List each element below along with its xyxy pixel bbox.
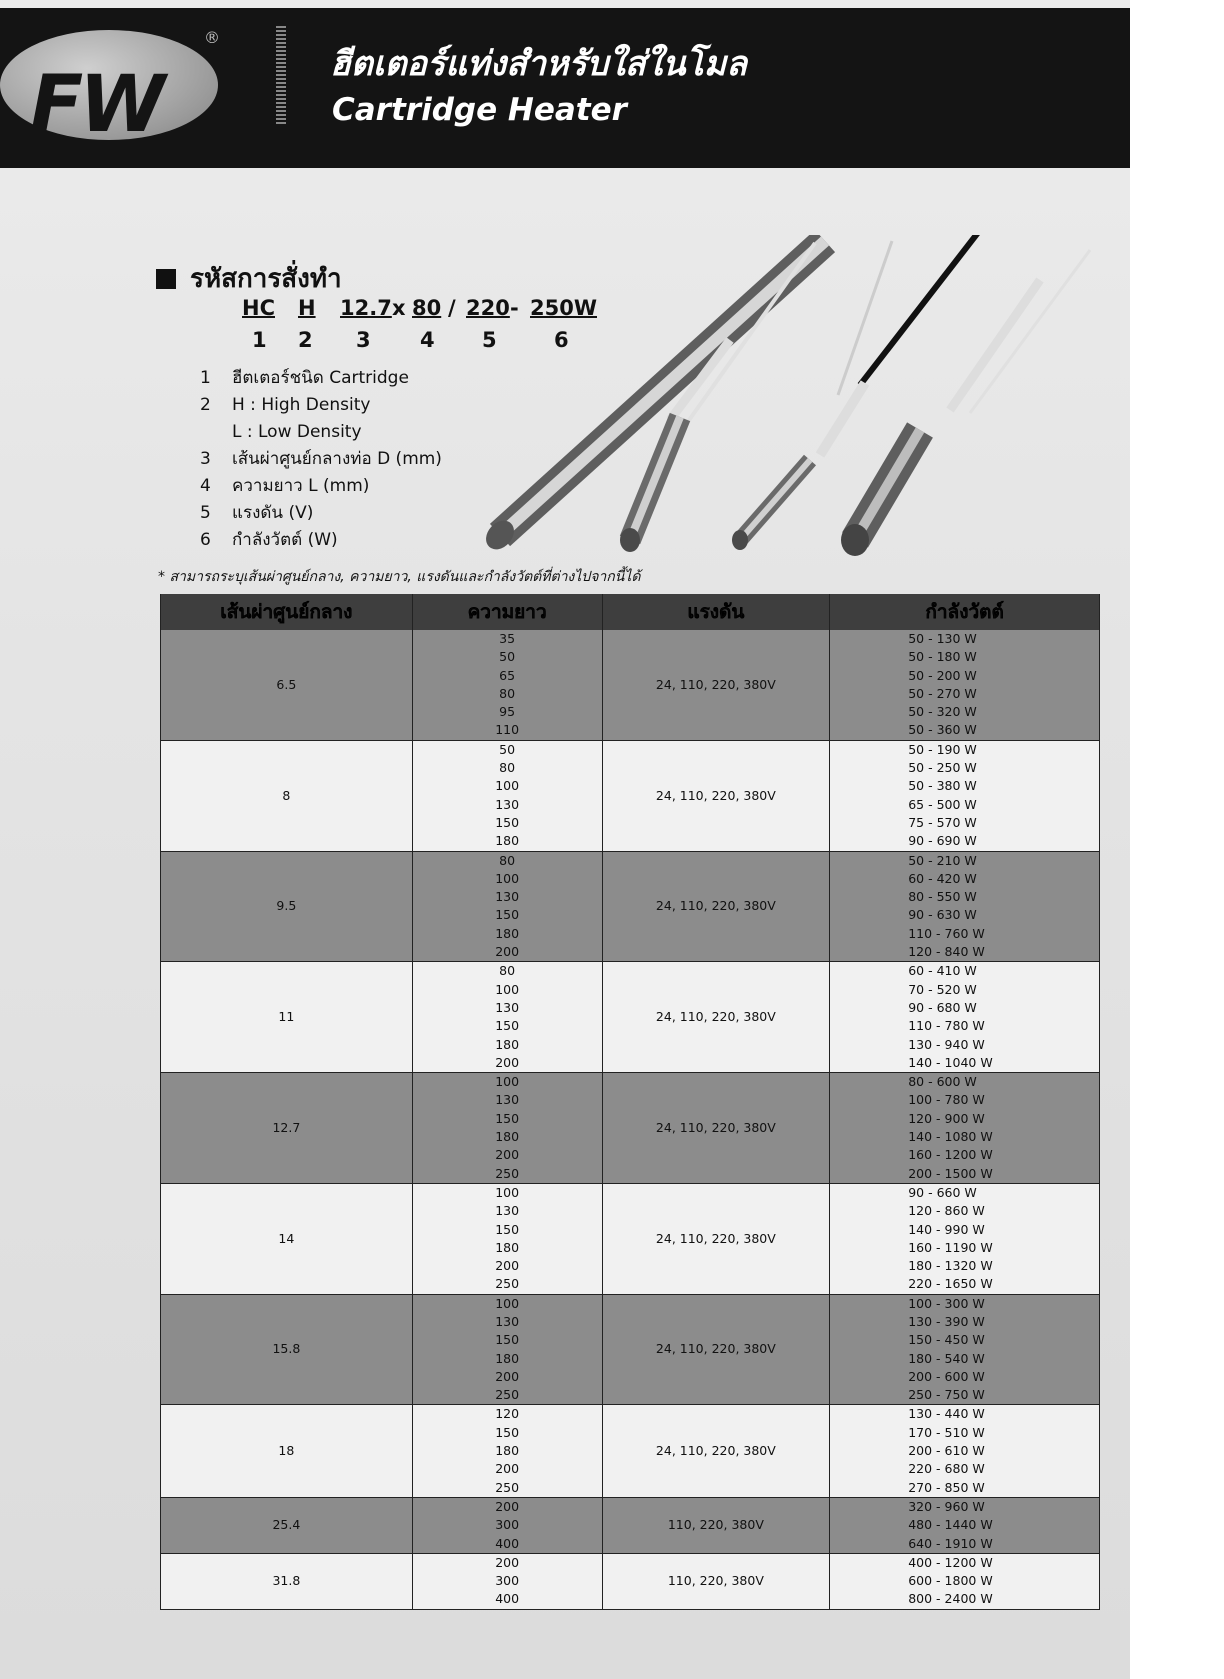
length-value: 400 [495, 1591, 520, 1607]
length-value: 80 [499, 852, 516, 868]
header-length: ความยาว [412, 594, 602, 630]
length-value: 100 [495, 778, 520, 794]
length-value: 150 [495, 814, 520, 830]
voltage-cell: 24, 110, 220, 380V [602, 1073, 830, 1184]
diameter-cell: 25.4 [161, 1497, 413, 1553]
length-value: 180 [495, 925, 520, 941]
wattage-cell [830, 1405, 1100, 1497]
diameter-cell: 6.5 [161, 630, 413, 740]
wattage-value: 50 - 210 W [908, 852, 977, 868]
length-value: 100 [495, 1074, 520, 1090]
code-part: HC [242, 296, 275, 320]
length-value: 130 [495, 1092, 520, 1108]
length-value: 250 [495, 1479, 520, 1495]
length-value: 120 [495, 1406, 520, 1422]
diameter-cell: 8 [161, 740, 413, 851]
wattage-value: 70 - 520 W [908, 981, 977, 997]
voltage-cell: 24, 110, 220, 380V [602, 740, 830, 851]
code-part: / [448, 296, 456, 320]
fw-logo: FW [0, 30, 218, 140]
diameter-cell: 14 [161, 1183, 413, 1294]
wattage-value: 120 - 860 W [908, 1203, 985, 1219]
code-part: 220 [466, 296, 510, 320]
wattage-value: 80 - 550 W [908, 889, 977, 905]
wattage-value: 220 - 680 W [908, 1461, 985, 1477]
length-value: 180 [495, 1129, 520, 1145]
legend-row: 4 ความยาว L (mm) [200, 476, 370, 496]
length-cell [412, 1183, 602, 1294]
legend-row: L : Low Density [232, 422, 362, 442]
voltage-cell: 24, 110, 220, 380V [602, 1183, 830, 1294]
wattage-value: 130 - 440 W [908, 1406, 985, 1422]
wattage-value: 50 - 360 W [908, 722, 977, 738]
footnote: * สามารถระบุเส้นผ่าศูนย์กลาง, ความยาว, แรงดันและกำลังวัตต์ที่ต่างไปจากนี้ได้ [158, 569, 641, 585]
code-number: 3 [356, 328, 371, 352]
length-value: 80 [499, 685, 516, 701]
code-number: 2 [298, 328, 313, 352]
length-value: 200 [495, 1498, 520, 1514]
table-row [161, 630, 1100, 740]
wattage-value: 250 - 750 W [908, 1387, 985, 1403]
length-value: 250 [495, 1276, 520, 1292]
registered-mark: ® [204, 28, 220, 47]
wattage-value: 170 - 510 W [908, 1424, 985, 1440]
length-value: 150 [495, 1332, 520, 1348]
wattage-cell [830, 1183, 1100, 1294]
wattage-value: 50 - 320 W [908, 704, 977, 720]
wattage-value: 180 - 1320 W [908, 1258, 993, 1274]
length-value: 250 [495, 1165, 520, 1181]
length-value: 300 [495, 1517, 520, 1533]
voltage-cell: 24, 110, 220, 380V [602, 1294, 830, 1405]
wattage-value: 160 - 1190 W [908, 1239, 993, 1255]
voltage-cell: 24, 110, 220, 380V [602, 1405, 830, 1497]
code-part: 80 [412, 296, 442, 320]
length-value: 150 [495, 1110, 520, 1126]
wattage-cell [830, 1553, 1100, 1609]
voltage-cell: 24, 110, 220, 380V [602, 962, 830, 1073]
voltage-cell: 110, 220, 380V [602, 1497, 830, 1553]
specification-table [160, 594, 1100, 1610]
wattage-value: 130 - 940 W [908, 1036, 985, 1052]
length-value: 200 [495, 1461, 520, 1477]
header-diameter: เส้นผ่าศูนย์กลาง [161, 594, 413, 630]
code-number: 5 [482, 328, 497, 352]
header-voltage: แรงดัน [602, 594, 830, 630]
code-part: x [392, 296, 406, 320]
length-value: 50 [499, 649, 516, 665]
length-cell [412, 1294, 602, 1405]
length-cell [412, 740, 602, 851]
wattage-value: 50 - 130 W [908, 631, 977, 646]
table-row [161, 740, 1100, 851]
wattage-value: 65 - 500 W [908, 796, 977, 812]
wattage-cell [830, 962, 1100, 1073]
wattage-value: 270 - 850 W [908, 1479, 985, 1495]
title-english: Cartridge Heater [332, 92, 627, 128]
length-value: 150 [495, 1424, 520, 1440]
length-value: 95 [499, 704, 516, 720]
length-value: 150 [495, 907, 520, 923]
wattage-value: 120 - 900 W [908, 1110, 985, 1126]
code-number: 4 [420, 328, 435, 352]
wattage-value: 100 - 780 W [908, 1092, 985, 1108]
length-value: 180 [495, 1350, 520, 1366]
diameter-cell: 11 [161, 962, 413, 1073]
wattage-value: 110 - 760 W [908, 925, 985, 941]
length-value: 200 [495, 944, 520, 960]
length-value: 180 [495, 1036, 520, 1052]
length-value: 400 [495, 1535, 520, 1551]
length-value: 50 [499, 741, 516, 757]
table-row [161, 851, 1100, 962]
legend-row: 1 ฮีตเตอร์ชนิด Cartridge [200, 368, 409, 388]
wattage-value: 90 - 630 W [908, 907, 977, 923]
wattage-cell [830, 1497, 1100, 1553]
wattage-value: 60 - 410 W [908, 963, 977, 979]
wattage-value: 60 - 420 W [908, 870, 977, 886]
cartridge-heater-illustration [480, 235, 1100, 565]
diameter-cell: 31.8 [161, 1553, 413, 1609]
voltage-cell: 24, 110, 220, 380V [602, 851, 830, 962]
wattage-value: 320 - 960 W [908, 1498, 985, 1514]
length-value: 150 [495, 1221, 520, 1237]
wattage-value: 110 - 780 W [908, 1018, 985, 1034]
wattage-value: 50 - 380 W [908, 778, 977, 794]
wattage-value: 50 - 270 W [908, 685, 977, 701]
wattage-value: 200 - 1500 W [908, 1165, 993, 1181]
wattage-value: 90 - 690 W [908, 833, 977, 849]
code-legend [200, 365, 442, 554]
code-number: 6 [554, 328, 569, 352]
table-body [161, 630, 1100, 1609]
voltage-cell: 110, 220, 380V [602, 1553, 830, 1609]
code-part: 12.7 [340, 296, 392, 320]
length-value: 250 [495, 1387, 520, 1403]
length-value: 200 [495, 1368, 520, 1384]
title-thai: ฮีตเตอร์แท่งสำหรับใส่ในโมล [330, 44, 747, 84]
length-cell [412, 962, 602, 1073]
length-cell [412, 1405, 602, 1497]
code-part: - [510, 296, 519, 320]
wattage-value: 90 - 660 W [908, 1184, 977, 1200]
wattage-value: 130 - 390 W [908, 1313, 985, 1329]
wattage-value: 200 - 610 W [908, 1443, 985, 1459]
wattage-cell [830, 630, 1100, 740]
table-row [161, 1405, 1100, 1497]
wattage-value: 120 - 840 W [908, 944, 985, 960]
table-row [161, 1553, 1100, 1609]
wattage-value: 160 - 1200 W [908, 1147, 993, 1163]
wattage-value: 150 - 450 W [908, 1332, 985, 1348]
table-row [161, 1294, 1100, 1405]
wattage-value: 600 - 1800 W [908, 1573, 993, 1589]
rod-short [841, 250, 1090, 556]
wattage-value: 140 - 1040 W [908, 1054, 993, 1070]
wattage-value: 640 - 1910 W [908, 1535, 993, 1551]
wattage-value: 220 - 1650 W [908, 1276, 993, 1292]
wattage-value: 90 - 680 W [908, 999, 977, 1015]
table-row [161, 1073, 1100, 1184]
length-value: 300 [495, 1573, 520, 1589]
wattage-cell [830, 1294, 1100, 1405]
wattage-value: 400 - 1200 W [908, 1554, 993, 1570]
wattage-value: 50 - 200 W [908, 667, 977, 683]
wattage-value: 200 - 600 W [908, 1368, 985, 1384]
header-banner [0, 8, 1130, 168]
length-value: 130 [495, 1313, 520, 1329]
table-row [161, 1183, 1100, 1294]
wattage-value: 800 - 2400 W [908, 1591, 993, 1607]
length-value: 130 [495, 889, 520, 905]
header-wattage: กำลังวัตต์ [830, 594, 1100, 630]
wattage-value: 75 - 570 W [908, 814, 977, 830]
length-value: 200 [495, 1147, 520, 1163]
wattage-cell [830, 851, 1100, 962]
legend-row: 2 H : High Density [200, 395, 371, 415]
wattage-value: 50 - 180 W [908, 649, 977, 665]
code-number: 1 [252, 328, 267, 352]
table-header-row [161, 594, 1100, 630]
length-cell [412, 1073, 602, 1184]
legend-row: 5 แรงดัน (V) [200, 503, 314, 523]
length-value: 150 [495, 1018, 520, 1034]
table-row [161, 1497, 1100, 1553]
length-value: 100 [495, 981, 520, 997]
length-cell [412, 1553, 602, 1609]
length-value: 65 [499, 667, 516, 683]
length-value: 35 [499, 631, 516, 646]
length-value: 110 [495, 722, 520, 738]
diameter-cell: 12.7 [161, 1073, 413, 1184]
table-row [161, 962, 1100, 1073]
length-value: 180 [495, 833, 520, 849]
length-value: 100 [495, 1184, 520, 1200]
length-value: 180 [495, 1239, 520, 1255]
wattage-value: 50 - 190 W [908, 741, 977, 757]
divider-bars [276, 26, 286, 126]
legend-row: 3 เส้นผ่าศูนย์กลางท่อ D (mm) [200, 449, 442, 469]
length-value: 180 [495, 1443, 520, 1459]
length-cell [412, 851, 602, 962]
code-part: 250W [530, 296, 597, 320]
diameter-cell: 9.5 [161, 851, 413, 962]
length-value: 80 [499, 963, 516, 979]
wattage-value: 100 - 300 W [908, 1295, 985, 1311]
length-value: 130 [495, 999, 520, 1015]
length-value: 200 [495, 1054, 520, 1070]
length-cell [412, 630, 602, 740]
wattage-value: 80 - 600 W [908, 1074, 977, 1090]
wattage-value: 180 - 540 W [908, 1350, 985, 1366]
wattage-value: 480 - 1440 W [908, 1517, 993, 1533]
code-part: H [298, 296, 316, 320]
wattage-cell [830, 740, 1100, 851]
wattage-cell [830, 1073, 1100, 1184]
length-value: 200 [495, 1258, 520, 1274]
length-value: 100 [495, 870, 520, 886]
bullet-square-icon [156, 269, 176, 289]
wattage-value: 140 - 1080 W [908, 1129, 993, 1145]
length-cell [412, 1497, 602, 1553]
legend-row: 6 กำลังวัตต์ (W) [200, 530, 338, 550]
diameter-cell: 15.8 [161, 1294, 413, 1405]
wattage-value: 140 - 990 W [908, 1221, 985, 1237]
voltage-cell: 24, 110, 220, 380V [602, 630, 830, 740]
diameter-cell: 18 [161, 1405, 413, 1497]
length-value: 100 [495, 1295, 520, 1311]
length-value: 80 [499, 760, 516, 776]
length-value: 130 [495, 1203, 520, 1219]
order-code-heading: รหัสการสั่งทำ [156, 258, 342, 299]
length-value: 130 [495, 796, 520, 812]
wattage-value: 50 - 250 W [908, 760, 977, 776]
length-value: 200 [495, 1554, 520, 1570]
